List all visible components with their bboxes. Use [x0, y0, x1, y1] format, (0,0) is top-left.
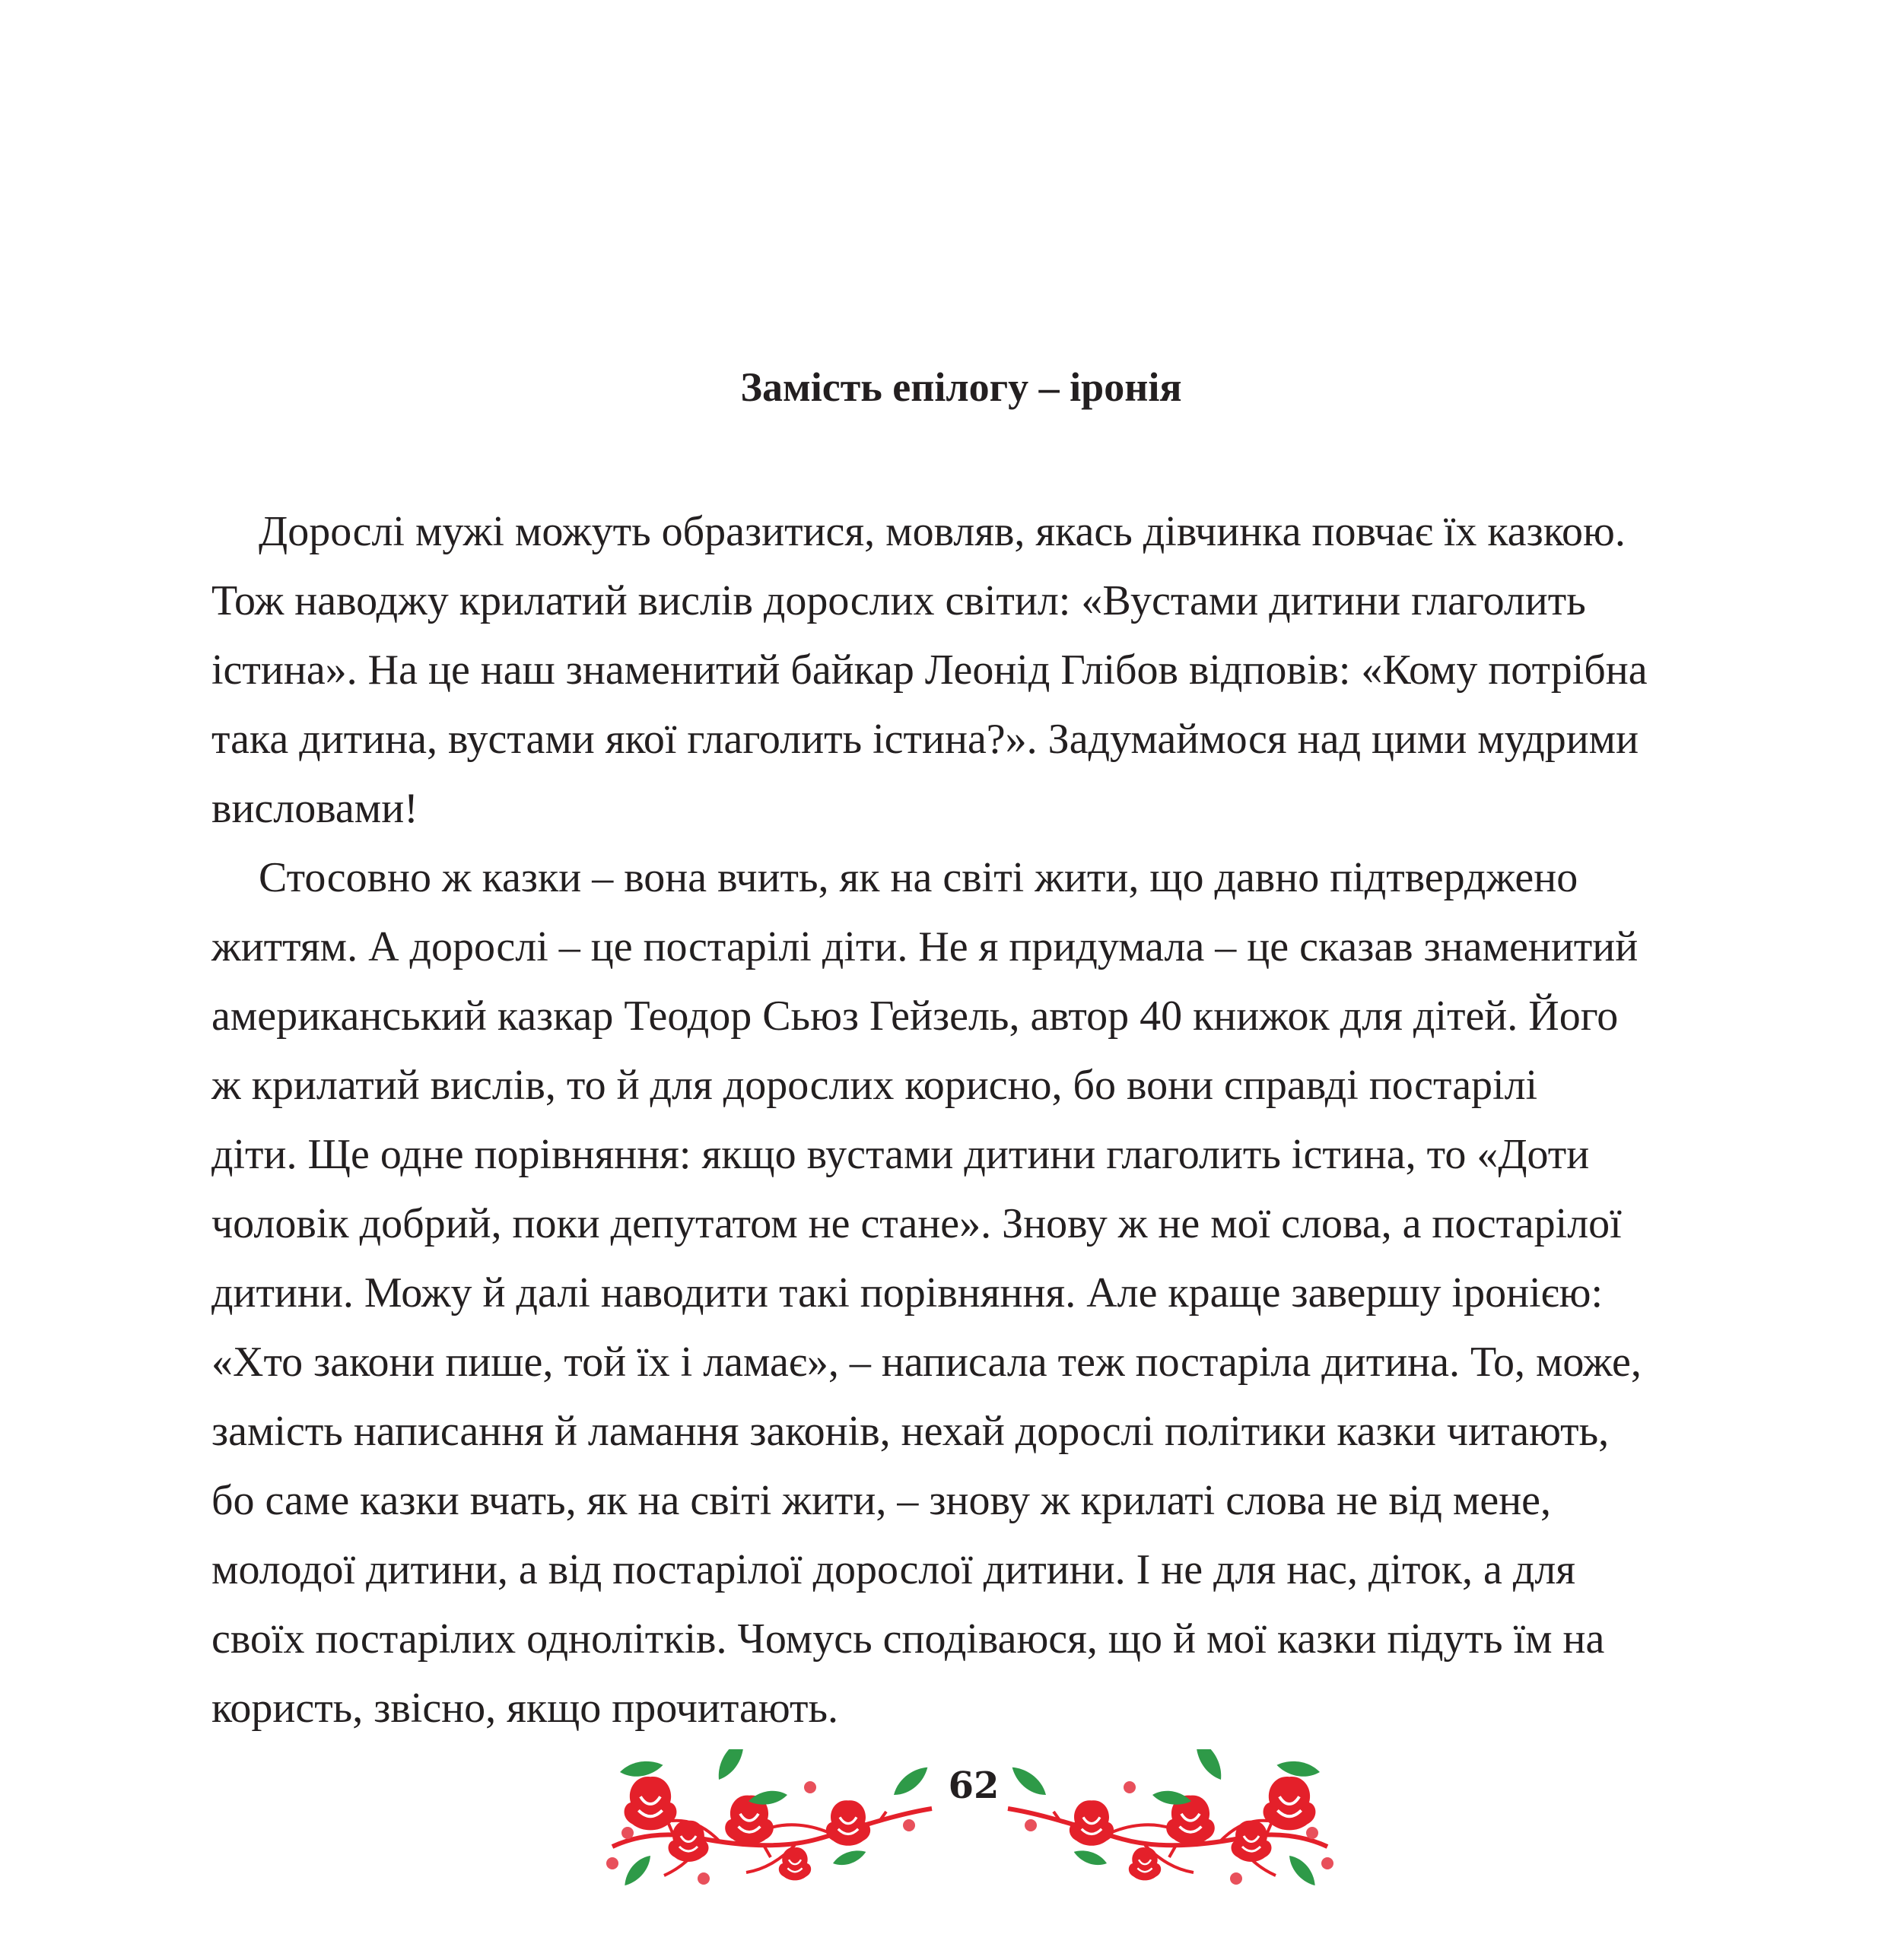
- text-line: така дитина, вустами якої глаголить істина?». Задумаймося над цими мудрими: [211, 716, 1639, 763]
- text-line: висловами!: [211, 785, 418, 832]
- text-line: істина». На це наш знаменитий байкар Леонід Глібов відповів: «Кому потрібна: [211, 646, 1648, 694]
- text-line: ж крилатий вислів, то й для дорослих корисно, бо вони справді постарілі: [211, 1062, 1538, 1109]
- text-line: американський казкар Теодор Сьюз Гейзель, автор 40 книжок для дітей. Його: [211, 993, 1619, 1040]
- text-line: чоловік добрий, поки депутатом не стане». Знову ж не мої слова, а постарілої: [211, 1200, 1622, 1247]
- body-text: [211, 497, 1725, 1743]
- text-line: життям. А дорослі – це постарілі діти. Не я придумала – це сказав знаменитий: [211, 923, 1639, 970]
- page-title: Замість епілогу – іронія: [740, 364, 1182, 410]
- text-line: дитини. Можу й далі наводити такі порівняння. Але краще завершу іронією:: [211, 1269, 1604, 1317]
- paragraph-2: [211, 843, 1725, 1743]
- text-line: замість написання й ламання законів, нехай дорослі політики казки читають,: [211, 1408, 1610, 1455]
- text-line: Стосовно ж казки – вона вчить, як на світі жити, що давно підтверджено: [259, 854, 1578, 901]
- text-line: «Хто закони пише, той їх і ламає», – написала теж постаріла дитина. То, може,: [211, 1339, 1642, 1386]
- text-line: діти. Ще одне порівняння: якщо вустами дитини глаголить істина, то «Доти: [211, 1131, 1590, 1178]
- text-line: Тож наводжу крилатий вислів дорослих світил: «Вустами дитини глаголить: [211, 577, 1586, 624]
- text-line: своїх постарілих однолітків. Чомусь сподіваюся, що й мої казки підуть їм на: [211, 1615, 1605, 1663]
- text-line: Дорослі мужі можуть образитися, мовляв, якась дівчинка повчає їх казкою.: [259, 508, 1626, 555]
- text-line: користь, звісно, якщо прочитають.: [211, 1685, 839, 1732]
- text-line: молодої дитини, а від постарілої дорослої дитини. І не для нас, діток, а для: [211, 1546, 1576, 1593]
- page-number: 62: [948, 1764, 1000, 1807]
- paragraph-1: [211, 497, 1725, 843]
- text-line: бо саме казки вчать, як на світі жити, – знову ж крилаті слова не від мене,: [211, 1477, 1552, 1524]
